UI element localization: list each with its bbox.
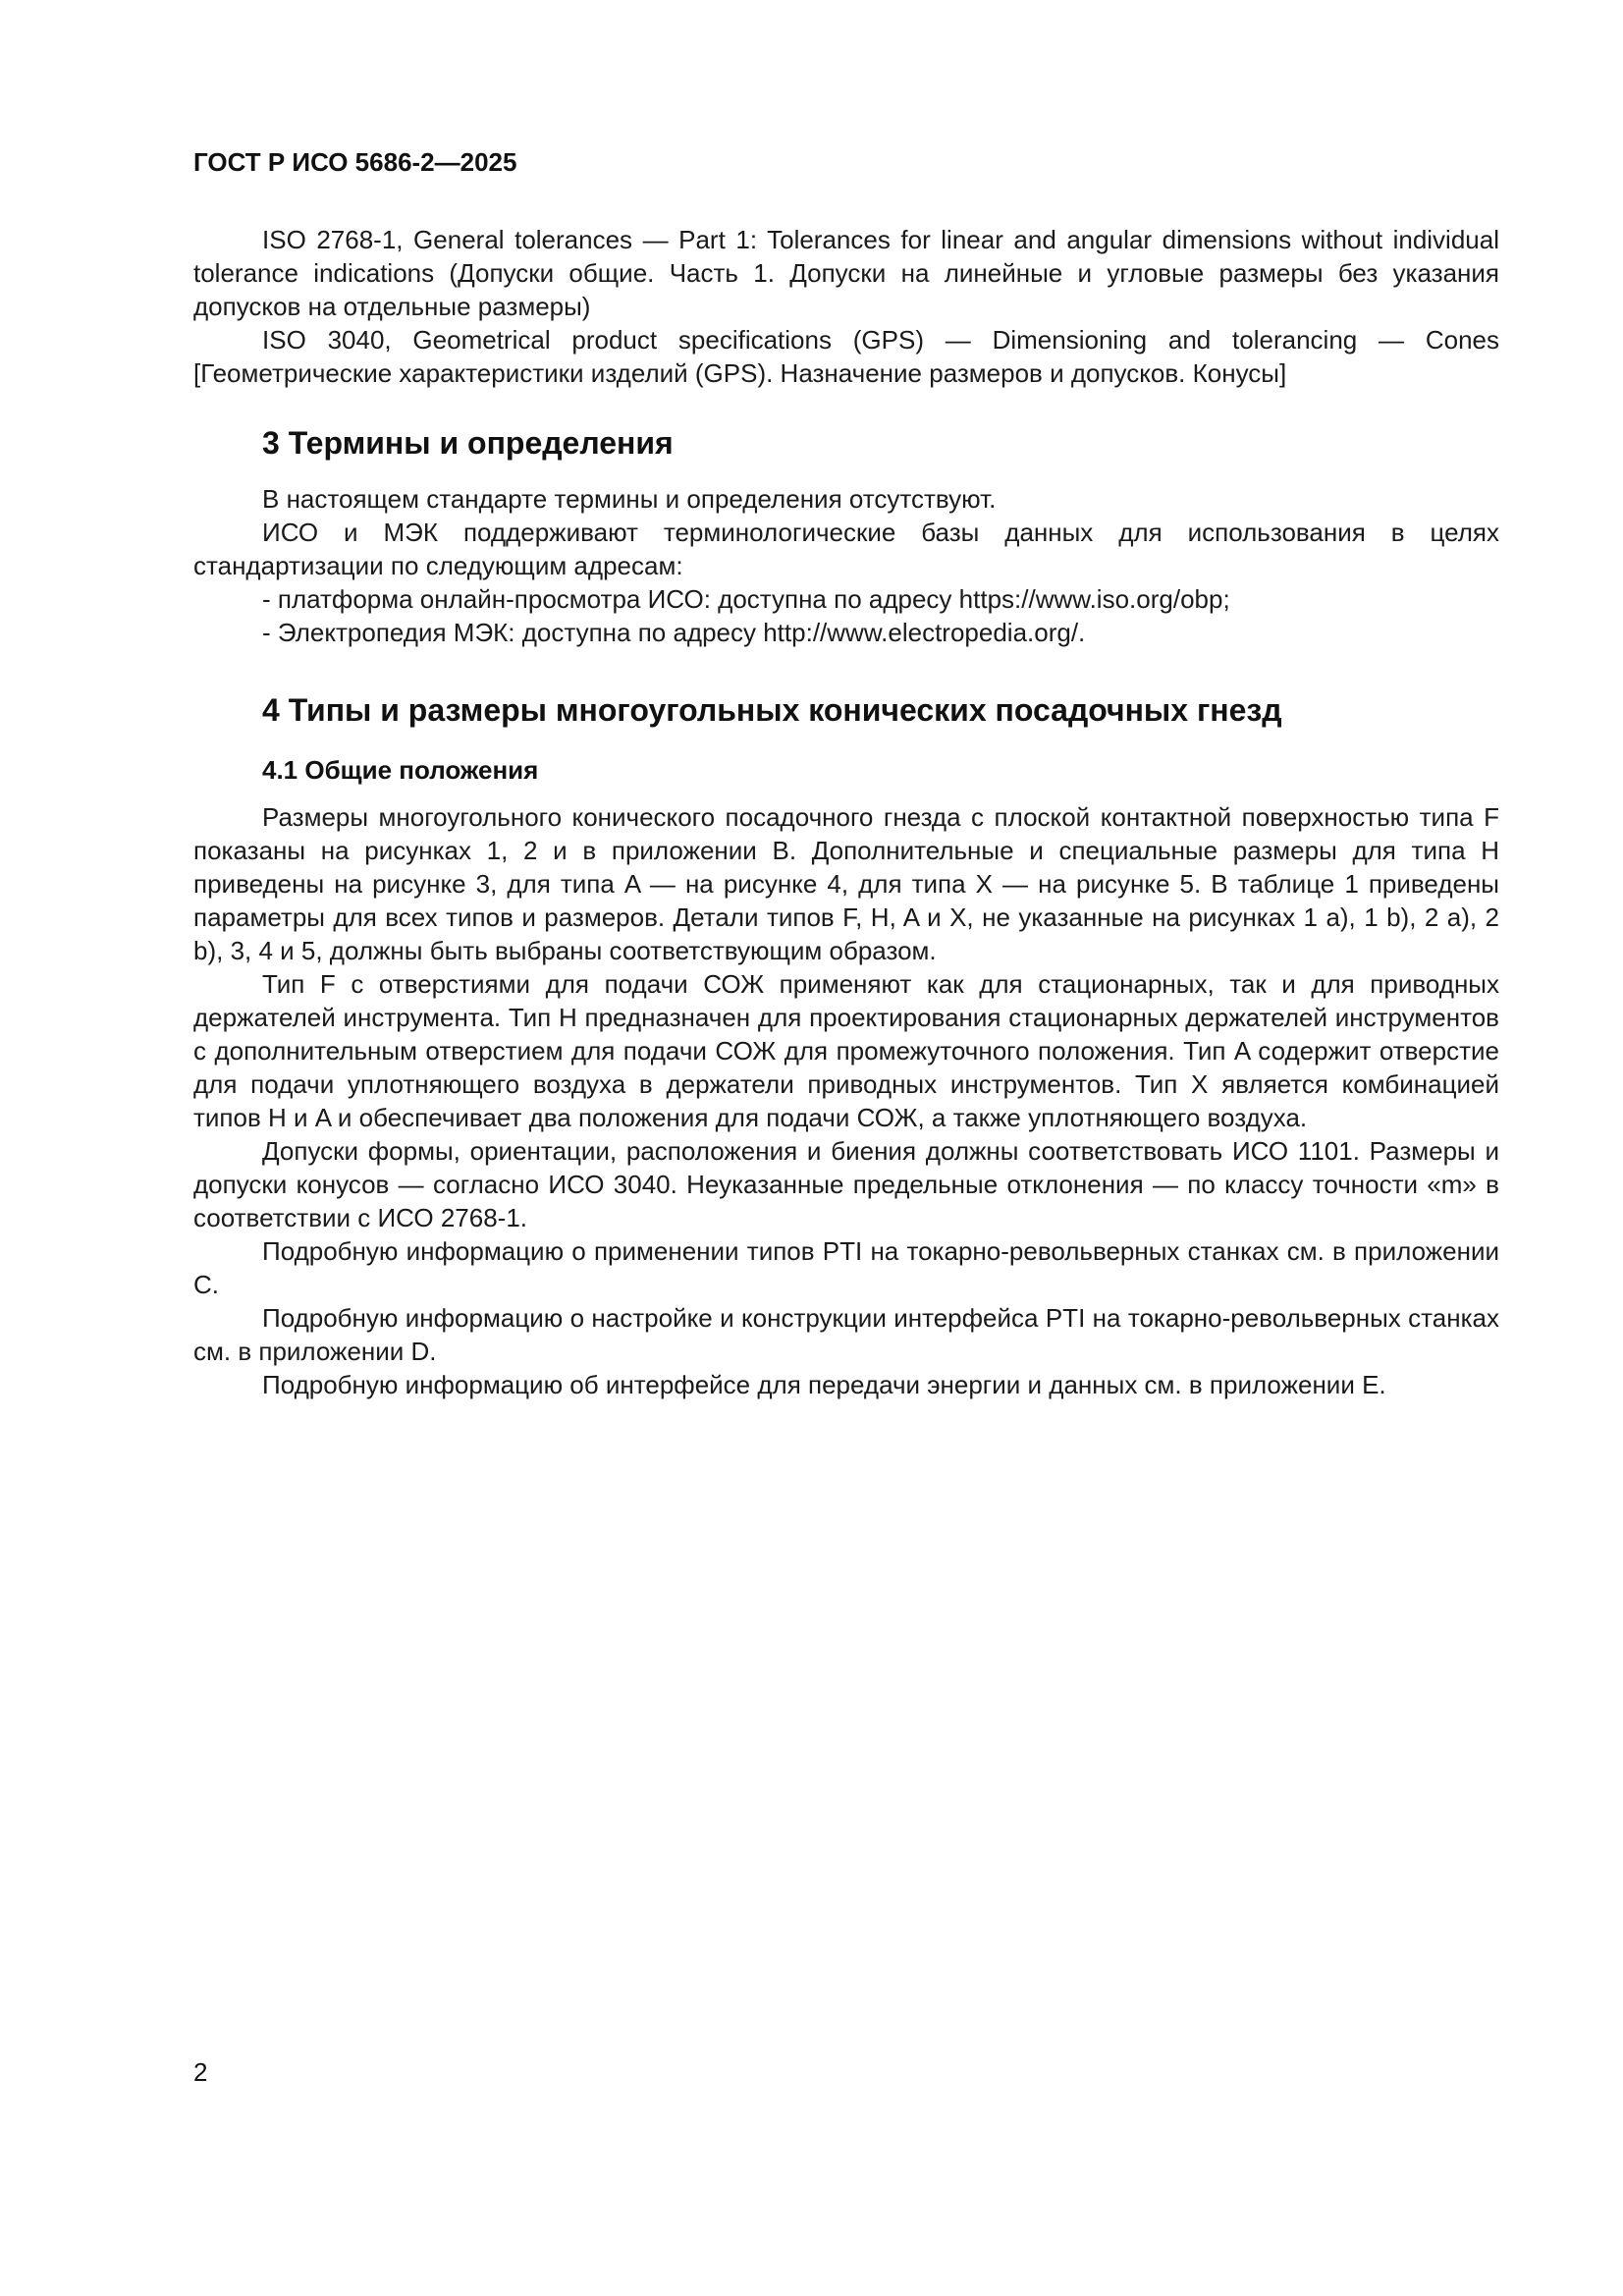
section-4-title: 4 Типы и размеры многоугольных конических посадочных гнезд [262,692,1282,728]
section-3-paragraph: В настоящем стандарте термины и определения отсутствуют. [262,484,997,514]
section-4-paragraph: Допуски формы, ориентации, расположения и биения должны соответствовать ИСО 1101. Размеры и допуски конусов — согласно ИСО 3040. Неуказанные предельные отклонения — по классу точности «m» в соответствии с ИСО 2768-1. [193,1136,1499,1232]
page-number: 2 [193,2057,208,2087]
reference-iso-2768-1: ISO 2768-1, General tolerances — Part 1: Tolerances for linear and angular dimensions without individual tolerance indications (Допуски общие. Часть 1. Допуски на линейные и угловые размеры без указания допусков на отдельные размеры) [193,225,1499,321]
section-4-paragraph: Тип F с отверстиями для подачи СОЖ применяют как для стационарных, так и для приводных держателей инструмента. Тип H предназначен для проектирования стационарных держателей инструментов с дополнительным отверстием для подачи СОЖ для промежуточного положения. Тип A содержит отверстие для подачи уплотняющего воздуха в держатели приводных инструментов. Тип X является комбинацией типов H и A и обеспечивает два положения для подачи СОЖ, а также уплотняющего воздуха. [193,969,1499,1132]
section-4-paragraph: Подробную информацию о настройке и конструкции интерфейса PTI на токарно-револьверных станках см. в приложении D. [193,1303,1499,1366]
section-3-title: 3 Термины и определения [262,425,674,461]
section-3-list-item: - Электропедия МЭК: доступна по адресу http://www.electropedia.org/. [262,618,1086,647]
document-body [193,223,1499,1401]
section-3-list-item: - платформа онлайн-просмотра ИСО: доступна по адресу https://www.iso.org/obp; [262,584,1230,614]
document-header-code: ГОСТ Р ИСО 5686-2—2025 [193,147,517,177]
section-4-paragraph: Подробную информацию о применении типов PTI на токарно-револьверных станках см. в приложении C. [193,1236,1499,1299]
section-4-paragraph: Размеры многоугольного конического посадочного гнезда с плоской контактной поверхностью типа F показаны на рисунках 1, 2 и в приложении B. Дополнительные и специальные размеры для типа H приведены на рисунке 3, для типа A — на рисунке 4, для типа X — на рисунке 5. В таблице 1 приведены параметры для всех типов и размеров. Детали типов F, H, A и X, не указанные на рисунках 1 a), 1 b), 2 a), 2 b), 3, 4 и 5, должны быть выбраны соответствующим образом. [193,802,1499,965]
reference-iso-3040: ISO 3040, Geometrical product specifications (GPS) — Dimensioning and tolerancing — Cones [Геометрические характеристики изделий (GPS). Назначение размеров и допусков. Конусы] [193,325,1499,388]
section-4-paragraph: Подробную информацию об интерфейсе для передачи энергии и данных см. в приложении E. [262,1370,1386,1399]
section-3-paragraph: ИСО и МЭК поддерживают терминологические базы данных для использования в целях стандартизации по следующим адресам: [193,518,1499,580]
subsection-4-1-title: 4.1 Общие положения [262,755,539,785]
